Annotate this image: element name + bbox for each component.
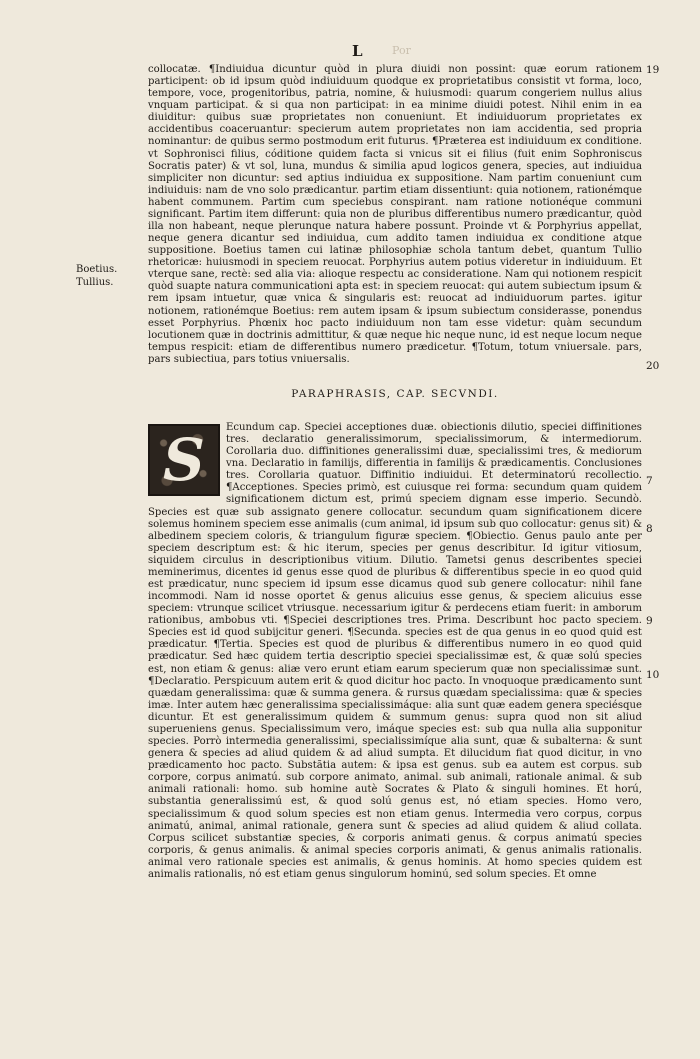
paragraph: Ecundum cap. Speciei acceptiones duæ. obiectionis dilutio, speciei diffinitiones tres. declaratio generalissimorum, specialissimorum, & intermediorum. Corollaria duo. diffinitiones generalissimi duæ, specialissimi tres, & mediorum vna. Declaratio in familijs, differentia in familijs & prædicamentis. Conclusiones tres. Corollaria quatuor. Diffinitio indiuidui. Et determinatorú recollectio. ¶Acceptiones. Species primò, est cuiusque rei forma: secundum quam quidem significationem dictum est, primú speciem dignam esse imperio. Secundò. Species est quæ sub assignato genere collocatur. secundum quam significationem dicere solemus hominem speciem esse animalis (cum animal, id ipsum sub quo collocatur: genus sit) & albedinem speciem coloris, & triangulum figuræ speciem. ¶Obiectio. Genus paulo ante per speciem descriptum est: & hic iterum, species per genus describitur. Id igitur vitiosum, siquidem circulus in descriptionibus vitium. Dilutio. Tametsi genus describentes speciei meminerimus, dicentes id genus esse quod de pluribus & differentibus specie in eo quod quid est prædicatur, nunc speciem id ipsum esse dicamus quod sub genere collocatur: nihil fane incommodi. Nam id nosse oportet & genus alicuius esse genus, & speciem alicuius esse speciem: vtrunque scilicet vtriusque. necessarium igitur & perdecens etiam fuerit: in amborum rationibus, ambobus vti. ¶Speciei descriptiones tres. Prima. Describunt hoc pacto speciem. Species est id quod subijcitur generi. ¶Secunda. species est de qua genus in eo quod quid est prædicatur. ¶Tertia. Species est quod de pluribus & differentibus numero in eo quod quid prædicatur. Sed hæc quidem tertia descriptio speciei specialissimæ est, & quæ solú species est, non etiam & genus: aliæ vero erunt etiam earum specierum quæ non specialissimæ sunt. ¶Declaratio. Perspicuum autem erit & quod dicitur hoc pacto. In vnoquoque prædicamento sunt quædam generalissima: quæ & summa genera. & rursus quædam specialissima: quæ & species imæ. Inter autem hæc generalissima specialissimáque: alia sunt quæ eadem genera speciésque dicuntur. Et est generalissimum quidem & summum genus: supra quod non sit aliud superueniens genus. Specialissimum vero, imáque species est: sub qua nulla alia supponitur species. Porrò intermedia generalissimi, specialissimíque alia sunt, quæ & subalterna: & sunt genera & species ad aliud quidem & ad aliud sumpta. Et dilucidum fiat quod dicitur, in vno prædicamento hoc pacto. Substãtia autem: & ipsa est genus. sub ea autem est corpus. sub corpore, corpus animatú. sub corpore animato, animal. sub animali, rationale animal. & sub animali rationali: homo. sub homine autè Socrates & Plato & singuli homines. Et horú, substantia generalissimú est, & quod solú genus est, nó etiam species. Homo vero, specialissimum & quod solum species est non etiam genus. Intermedia vero corpus, corpus animatú, animal, animal rationale, genera sunt & species ad aliud quidem & aliud collata. Corpus scilicet substantiæ species, & corporis animati genus. & corpus animatú species corporis, & genus animalis. & animal species corporis animati, & genus animalis rationalis. animal vero rationale species est animalis, & genus hominis. At homo species quidem est animalis rationalis, nó est etiam genus singulorum hominú, sed solum species. Et omne xyxy=(148,422,642,880)
line-number: 8 xyxy=(646,523,653,535)
folio-letter: L xyxy=(352,42,364,60)
text-block-second xyxy=(148,422,642,881)
bleed-through-text: Por xyxy=(392,44,411,57)
line-number: 10 xyxy=(646,669,660,681)
decorated-initial: S xyxy=(148,424,220,496)
margin-note-tullius: Tullius. xyxy=(76,277,114,288)
text-block-first xyxy=(148,64,642,366)
line-number: 7 xyxy=(646,475,653,487)
line-number: 20 xyxy=(646,360,660,372)
paragraph: collocatæ. ¶Indiuidua dicuntur quòd in plura diuidi non possint: quæ eorum rationem participent: ob id ipsum quòd indiuiduum quodque ex proprietatibus consistit vt forma, loco, tempore, voce, progenitoribus, patria, nomine, & huiusmodi: quarum congeriem nullus alius vnquam participat. & si qua non participat: in ea minime diuidi potest. Nihil enim in ea diuiditur: quibus suæ proprietates non conueniunt. Et indiuiduorum proprietates ex accidentibus coaceruantur: specierum autem proprietates non iam accidentia, sed propria nominantur: de quibus sermo postmodum erit futurus. ¶Præterea est indiuiduum ex conditione. vt Sophronisci filius, códitione quidem facta si vnicus sit ei filius (fuit enim Sophroniscus Socratis pater) & vt sol, luna, mundus & similia apud logicos genera, species, aut indiuidua simpliciter non dicuntur: sed aptius indiuidua ex suppositione. Nam partim conueniunt cum indiuiduis: nam de vno solo prædicantur. partim etiam dissentiunt: quia notionem, rationémque habent communem. Partim cum speciebus conspirant. nam ratione notionéque communi significant. Partim item differunt: quia non de pluribus differentibus numero prædicantur, quòd illa non habeant, neque plerunque natura habere possunt. Proinde vt & Porphyrius appellat, neque genera dicantur sed indiuidua, cum addito tamen indiuidua ex conditione atque suppositione. Boetius tamen cui latinæ philosophiæ schola tantum debet, quantum Tullio rhetoricæ: huiusmodi in speciem reuocat. Porphyrius autem potius videretur in indiuiduum. Et vterque sane, rectè: sed alia via: alioque respectu ac consideratione. Nam qui notionem respicit quòd suapte natura communicationi apta est: in speciem reuocat: qui autem subiectum ipsum & rem ipsam intuetur, quæ vnica & singularis est: reuocat ad indiuiduorum partes. igitur notionem, rationémque Boetius: rem autem ipsam & ipsum subiectum considerasse, ponendus esset Porphyrius. Phœnix hoc pacto indiuiduum non tam esse videtur: quàm secundum locutionem quæ in doctrinis admittitur, & quæ neque hic neque nunc, id est neque locum neque tempus respicit: etiam de differentibus numero prædicetur. ¶Totum, totum vniuersale. pars, pars subiectiua, pars totius vniuersalis. xyxy=(148,64,642,365)
margin-note-boetius: Boetius. xyxy=(76,264,118,275)
line-number: 19 xyxy=(646,64,660,76)
section-heading: PARAPHRASIS, CAP. SECVNDI. xyxy=(291,388,499,400)
line-number: 9 xyxy=(646,615,653,627)
